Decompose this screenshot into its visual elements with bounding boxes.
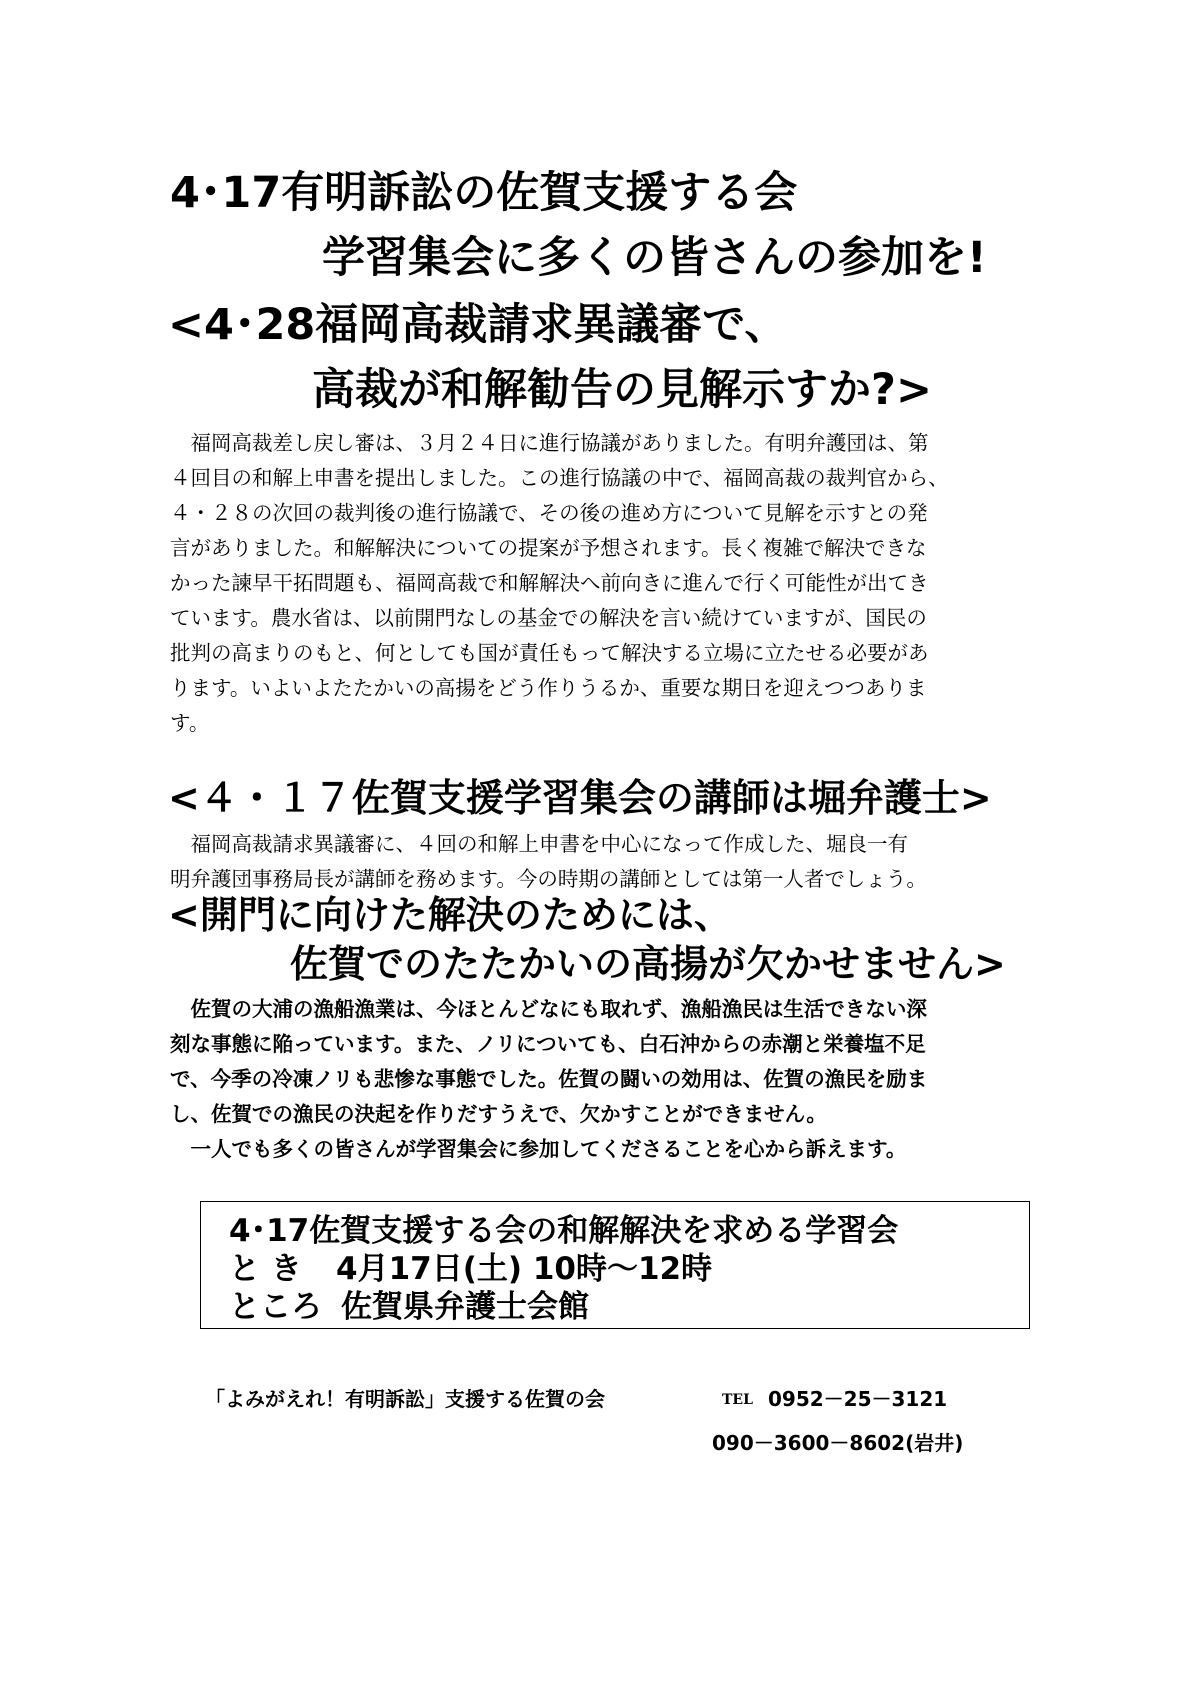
paragraph-line: 佐賀の大浦の漁船漁業は、今ほとんどなにも取れず、漁船漁民は生活できない深 (170, 997, 927, 1021)
paragraph-line: で、今季の冷凍ノリも悲惨な事態でした。佐賀の闘いの効用は、佐賀の漁民を励ま (170, 1067, 928, 1091)
event-time-value: 4月17日(土) 10時～12時 (336, 1251, 713, 1287)
headline-line-2: 学習集会に多くの皆さんの参加を! (322, 233, 987, 283)
paragraph-line: す。 (170, 711, 210, 735)
section3-paragraph (170, 992, 927, 1167)
section3-heading-line-1: <開門に向けた解決のためには、 (168, 893, 732, 937)
footer-tel-2: 090－3600－8602(岩井) (712, 1431, 964, 1455)
headline-line-1: 4･17有明訴訟の佐賀支援する会 (170, 168, 798, 218)
paragraph-line: 一人でも多くの皆さんが学習集会に参加してくださることを心から訴えます。 (170, 1137, 907, 1161)
section1-heading-line-2: 高裁が和解勧告の見解示すか?> (312, 365, 932, 415)
footer-tel-label: TEL (722, 1392, 753, 1408)
event-place-label: ところ (229, 1289, 322, 1325)
paragraph-line: 明弁護団事務局長が講師を務めます。今の時期の講師としては第一人者でしょう。 (170, 867, 927, 891)
section2-paragraph (170, 827, 927, 897)
paragraph-line: し、佐賀での漁民の決起を作りだすうえで、欠かすことができません。 (170, 1102, 827, 1126)
section2-heading: <４・１７佐賀支援学習集会の講師は堀弁護士> (168, 776, 992, 820)
paragraph-line: かった諫早干拓問題も、福岡高裁で和解解決へ前向きに進んで行く可能性が出てき (170, 571, 929, 595)
section3-heading-line-2: 佐賀でのたたかいの高揚が欠かせません> (290, 942, 1006, 986)
paragraph-line: 福岡高裁請求異議審に、４回の和解上申書を中心になって作成した、堀良一有 (170, 832, 908, 856)
paragraph-line: ています。農水省は、以前開門なしの基金での解決を言い続けていますが、国民の (170, 606, 927, 630)
footer-organization: 「よみがえれ！有明訴訟」支援する佐賀の会 (205, 1387, 605, 1411)
paragraph-line: 言がありました。和解解決についての提案が予想されます。長く複雑で解決できな (170, 536, 927, 560)
event-time-label: と き (229, 1251, 302, 1287)
paragraph-line: 批判の高まりのもと、何としても国が責任もって解決する立場に立たせる必要があ (170, 641, 929, 665)
footer-tel-1: 0952－25－3121 (768, 1387, 948, 1411)
event-info-box (200, 1201, 1030, 1329)
paragraph-line: ４・２８の次回の裁判後の進行協議で、その後の進め方について見解を示すとの発 (170, 501, 928, 525)
event-place-value: 佐賀県弁護士会館 (341, 1289, 589, 1325)
paragraph-line: ります。いよいよたたかいの高揚をどう作りうるか、重要な期日を迎えつつありま (170, 676, 927, 700)
paragraph-line: ４回目の和解上申書を提出しました。この進行協議の中で、福岡高裁の裁判官から、 (170, 466, 949, 490)
paragraph-line: 福岡高裁差し戻し審は、３月２４日に進行協議がありました。有明弁護団は、第 (170, 431, 929, 455)
section1-heading-line-1: <4･28福岡高裁請求異議審で、 (168, 300, 788, 350)
event-title: 4･17佐賀支援する会の和解解決を求める学習会 (229, 1213, 899, 1249)
section1-paragraph (170, 426, 949, 741)
paragraph-line: 刻な事態に陥っています。また、ノリについても、白石沖からの赤潮と栄養塩不足 (170, 1032, 926, 1056)
